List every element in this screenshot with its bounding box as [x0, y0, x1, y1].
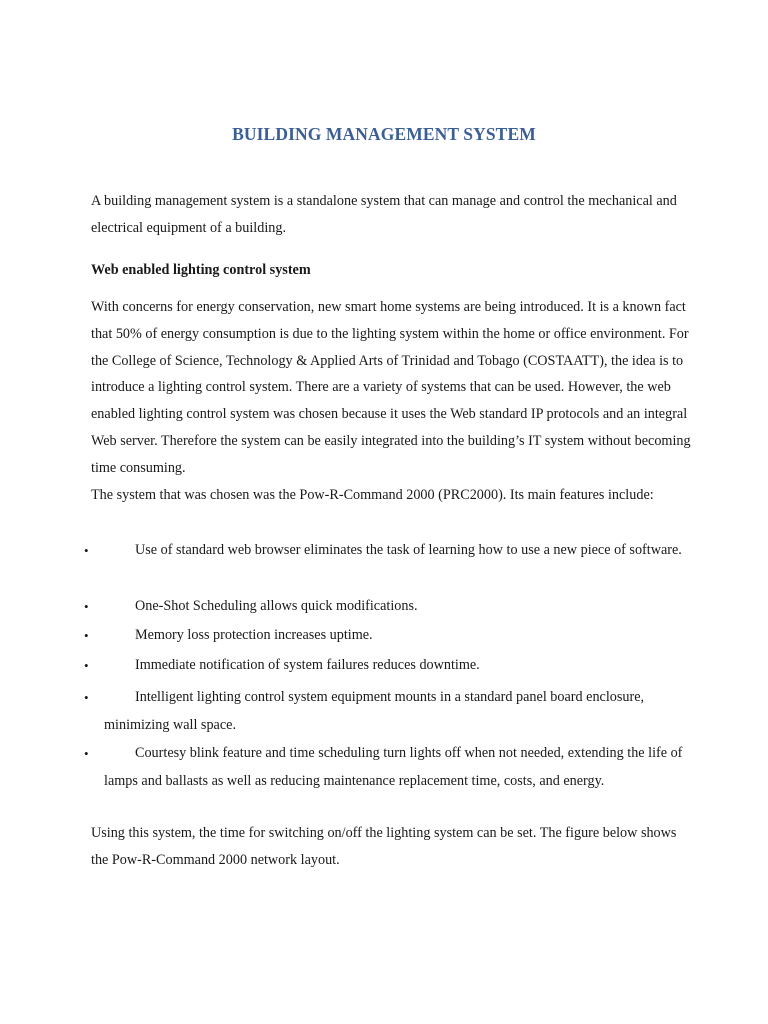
bullet-icon: •: [84, 599, 89, 614]
bullet-icon: •: [84, 690, 89, 705]
body-paragraph: With concerns for energy conservation, new smart home systems are being introduced. It is a known fact that 50% of energy consumption is due to the lighting system within the home or office environment. For the College of Science, Technology & Applied Arts of Trinidad and Tobago (COSTAATT), the idea is to introduce a lighting control system. There are a variety of systems that can be used. However, the web enabled lighting control system was chosen because it uses the Web standard IP protocols and an integral Web server. Therefore the system can be easily integrated into the building’s IT system without becoming time consuming.: [91, 299, 691, 476]
bullet-icon: •: [84, 628, 89, 643]
list-item-text: Use of standard web browser eliminates the task of learning how to use a new piece of software.: [135, 542, 682, 558]
intro-paragraph: A building management system is a standalone system that can manage and control the mechanical and electrical equipment of a building.: [91, 193, 677, 236]
closing-paragraph: Using this system, the time for switching on/off the lighting system can be set. The figure below shows the Pow-R-Command 2000 network layout.: [91, 825, 677, 868]
list-item-text: Immediate notification of system failures reduces downtime.: [135, 657, 480, 673]
list-item-text: Memory loss protection increases uptime.: [135, 627, 373, 643]
features-intro-paragraph: The system that was chosen was the Pow-R-Command 2000 (PRC2000). Its main features include:: [91, 487, 654, 503]
list-item-text: Intelligent lighting control system equipment mounts in a standard panel board enclosure, minimizing wall space.: [104, 689, 645, 733]
bullet-icon: •: [84, 543, 89, 558]
list-item-text: One-Shot Scheduling allows quick modifications.: [135, 598, 418, 614]
document-title: BUILDING MANAGEMENT SYSTEM: [232, 124, 536, 144]
bullet-icon: •: [84, 658, 89, 673]
section-heading: Web enabled lighting control system: [91, 262, 311, 278]
list-item-text: Courtesy blink feature and time scheduling turn lights off when not needed, extending the life of lamps and ballasts as well as reducing maintenance replacement time, costs, and energy.: [104, 745, 683, 789]
bullet-icon: •: [84, 746, 89, 761]
